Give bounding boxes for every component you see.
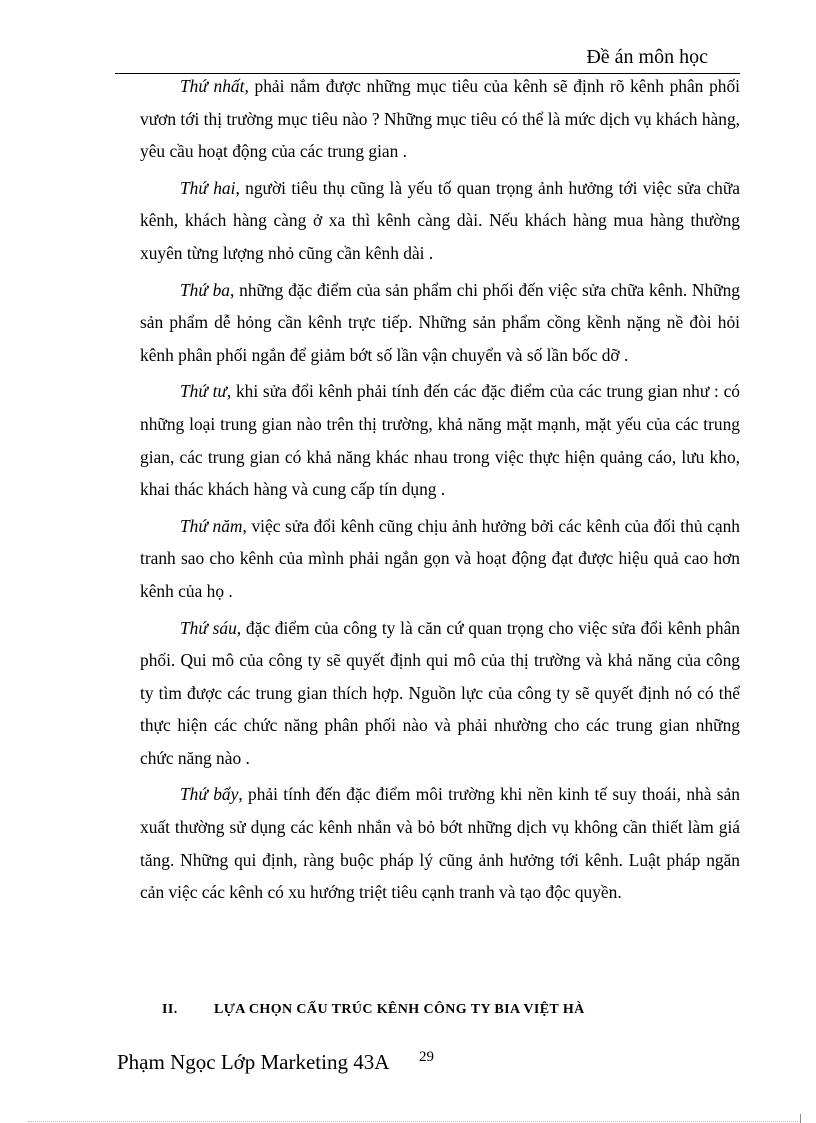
paragraph-text: , phải tính đến đặc điểm môi trường khi nền kinh tế suy thoái, nhà sản xuất thường sử dụng các kênh nhắn và bỏ bớt những dịch vụ không cần thiết làm giá tăng. Những qui định, ràng buộc pháp lý cũng ảnh hưởng tới kênh. Luật pháp ngăn cản việc các kênh có xu hướng triệt tiêu cạnh tranh và tạo độc quyền. (140, 784, 740, 903)
paragraph-7 (140, 778, 740, 908)
page-header-title: Đề án môn học (586, 46, 708, 68)
section-heading (162, 1002, 585, 1018)
paragraph-lead: Thứ hai (180, 177, 236, 198)
section-number: II. (162, 1002, 178, 1017)
paragraph-lead: Thứ năm (180, 515, 243, 536)
paragraph-text: , người tiêu thụ cũng là yếu tố quan trọng ảnh hưởng tới việc sửa chữa kênh, khách hàng càng ở xa thì kênh càng dài. Nếu khách hàng mua hàng thường xuyên từng lượng nhỏ cũng cần kênh dài . (140, 177, 740, 263)
paragraph-text: , những đặc điểm của sản phẩm chi phối đến việc sửa chữa kênh. Những sản phẩm dễ hỏng cần kênh trực tiếp. Những sản phẩm cồng kềnh nặng nề đòi hỏi kênh phân phối ngắn để giảm bớt số lần vận chuyển và số lần bốc dỡ . (140, 279, 741, 365)
paragraph-2 (140, 172, 740, 270)
footer-author: Phạm Ngọc Lớp Marketing 43A (117, 1050, 390, 1074)
section-title: LỰA CHỌN CẤU TRÚC KÊNH CÔNG TY BIA VIỆT HÀ (214, 1002, 585, 1017)
paragraph-text: , đặc điểm của công ty là căn cứ quan trọng cho việc sửa đổi kênh phân phối. Qui mô của công ty sẽ quyết định qui mô của thị trường và khả năng của công ty tìm được các trung gian thích hợp. Nguồn lực của công ty sẽ quyết định nó có thể thực hiện các chức năng phân phối nào và phải nhường cho các trung gian những chức năng nào . (140, 617, 740, 768)
paragraph-3 (140, 274, 740, 372)
paragraph-text: phải nắm được những mục tiêu của kênh sẽ định rõ kênh phân phối vươn tới thị trường mục tiêu nào ? Những mục tiêu có thể là mức dịch vụ khách hàng, yêu cầu hoạt động của các trung gian . (140, 76, 740, 162)
paragraph-lead: Thứ ba (180, 279, 231, 300)
page-corner-mark (800, 1114, 801, 1123)
paragraph-lead: Thứ nhất, (180, 76, 249, 96)
paragraph-lead: Thứ bẩy (180, 784, 239, 805)
paragraph-text: khi sửa đổi kênh phải tính đến các đặc điểm của các trung gian như : có những loại trung gian nào trên thị trường, khả năng mặt mạnh, mặt yếu của các trung gian, các trung gian có khả năng khác nhau trong việc thực hiện quảng cáo, lưu kho, khai thác khách hàng và cung cấp tín dụng . (140, 381, 740, 500)
paragraph-5 (140, 510, 740, 608)
paragraph-lead: Thứ sáu (180, 617, 237, 638)
paragraph-text: , việc sửa đổi kênh cũng chịu ảnh hưởng bởi các kênh của đối thủ cạnh tranh sao cho kênh của mình phải ngắn gọn và hoạt động đạt được hiệu quả cao hơn kênh của họ . (140, 515, 740, 601)
paragraph-4 (140, 375, 740, 505)
page-bottom-border (28, 1121, 798, 1122)
paragraph-6 (140, 612, 740, 775)
body-text (140, 70, 740, 913)
page-number: 29 (419, 1049, 434, 1065)
paragraph-1 (140, 70, 740, 168)
paragraph-lead: Thứ tư, (180, 381, 232, 402)
